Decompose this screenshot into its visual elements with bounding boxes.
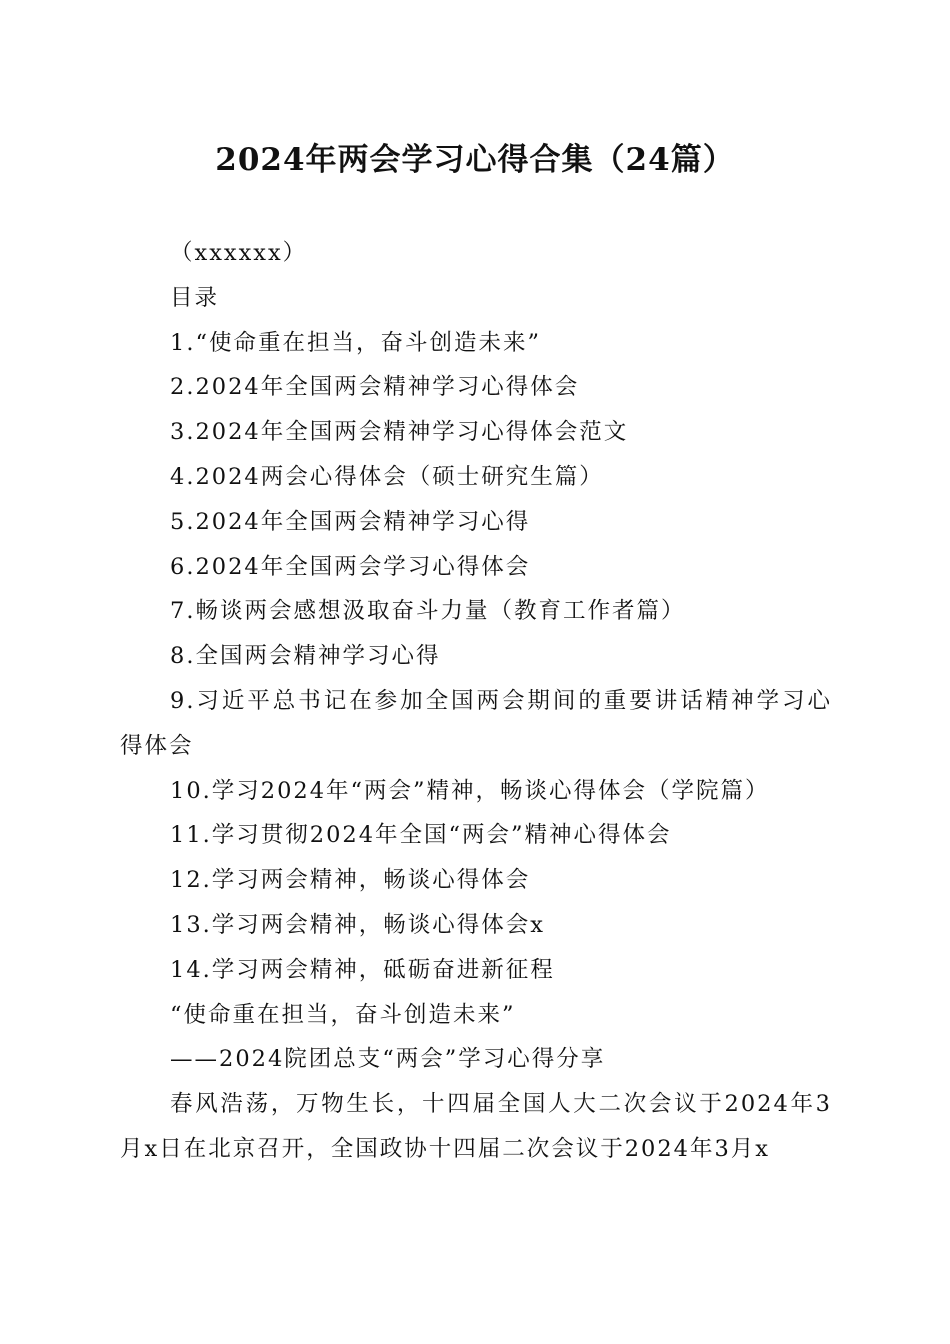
toc-item: 7.畅谈两会感想汲取奋斗力量（教育工作者篇） bbox=[170, 598, 686, 625]
toc-item: 13.学习两会精神，畅谈心得体会x bbox=[170, 911, 545, 938]
article-paragraph: 春风浩荡，万物生长，十四届全国人大二次会议于2024年3月x日在北京召开，全国政协十四届二次会议于2024年3月x bbox=[120, 1091, 832, 1162]
toc-item: 12.学习两会精神，畅谈心得体会 bbox=[170, 867, 531, 894]
article-subtitle: ——2024院团总支“两会”学习心得分享 bbox=[170, 1046, 606, 1073]
toc-heading: 目录 bbox=[170, 284, 220, 311]
toc-item: 4.2024两会心得体会（硕士研究生篇） bbox=[170, 463, 604, 490]
toc-item: 6.2024年全国两会学习心得体会 bbox=[170, 553, 531, 580]
toc-item: 3.2024年全国两会精神学习心得体会范文 bbox=[170, 419, 629, 446]
toc-item: 11.学习贯彻2024年全国“两会”精神心得体会 bbox=[170, 822, 672, 849]
toc-item: 10.学习2024年“两会”精神，畅谈心得体会（学院篇） bbox=[170, 777, 770, 804]
toc-item: 1.“使命重在担当，奋斗创造未来” bbox=[170, 329, 541, 356]
toc-item: 5.2024年全国两会精神学习心得 bbox=[170, 508, 531, 535]
toc-item: 2.2024年全国两会精神学习心得体会 bbox=[170, 374, 580, 401]
author-placeholder: （xxxxxx） bbox=[170, 240, 308, 266]
toc-item: 8.全国两会精神学习心得 bbox=[170, 643, 441, 670]
toc-item: 14.学习两会精神，砥砺奋进新征程 bbox=[170, 956, 555, 983]
toc-item: 9.习近平总书记在参加全国两会期间的重要讲话精神学习心得体会 bbox=[120, 687, 832, 759]
document-body bbox=[120, 231, 832, 1172]
article-title: “使命重在担当，奋斗创造未来” bbox=[170, 1001, 516, 1028]
document-title: 2024年两会学习心得合集（24篇） bbox=[215, 142, 735, 178]
